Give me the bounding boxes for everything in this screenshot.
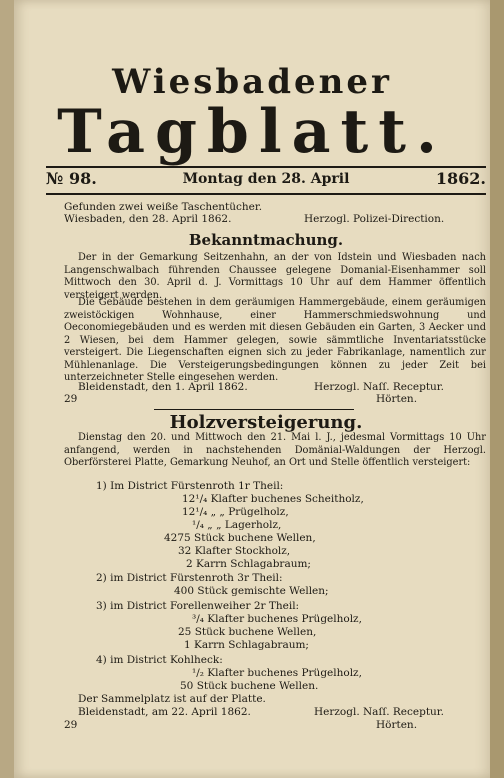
d3-item: 25 Stück buchene Wellen,: [178, 626, 317, 638]
d3-item: ³/₄ Klafter buchenes Prügelholz,: [192, 613, 362, 625]
district-1: 1) Im District Fürstenroth 1r Theil:: [96, 480, 284, 492]
section-divider: [154, 409, 354, 410]
d2-item: 400 Stück gemischte Wellen;: [174, 585, 329, 597]
d4-item: ¹/₂ Klafter buchenes Prügelholz,: [192, 667, 362, 679]
newspaper-page: [14, 0, 490, 778]
holz-place-date: Bleidenstadt, am 22. April 1862.: [78, 706, 251, 718]
d3-item: 1 Karrn Schlagabraum;: [184, 639, 309, 651]
d1-item: 12¹/₄ „ „ Prügelholz,: [182, 506, 289, 518]
issue-year: 1862.: [435, 169, 486, 188]
page-gutter-left: [0, 0, 14, 778]
holz-authority: Herzogl. Naſſ. Receptur.: [314, 706, 445, 718]
d1-item: 4275 Stück buchene Wellen,: [164, 532, 316, 544]
holz-signer: Hörten.: [376, 719, 418, 731]
holz-meeting: Der Sammelplatz ist auf der Platte.: [78, 693, 266, 705]
page-edge-right: [490, 0, 504, 778]
holz-intro: Dienstag den 20. und Mittwoch den 21. Mai l. J., jedesmal Vormittags 10 Uhr anfangend, werden in nachstehenden Domänial-Waldungen der Herzogl. Oberförsterei Platte, Gemarkung Neuhof, an Ort und Stelle öffentlich versteigert:: [64, 432, 486, 468]
d1-item: 2 Karrn Schlagabraum;: [186, 558, 311, 570]
found-place-date: Wiesbaden, den 28. April 1862.: [64, 213, 232, 225]
bekanntmachung-heading: Bekanntmachung.: [188, 231, 344, 249]
rule-bottom: [46, 193, 486, 195]
found-authority: Herzogl. Polizei-Direction.: [304, 213, 445, 225]
dateline: [46, 169, 486, 191]
district-2: 2) im District Fürstenroth 3r Theil:: [96, 572, 283, 584]
d4-item: 50 Stück buchene Wellen.: [180, 680, 319, 692]
district-4: 4) im District Kohlheck:: [96, 654, 223, 666]
bekanntmachung-authority: Herzogl. Naſſ. Receptur.: [314, 381, 445, 393]
d1-item: ¹/₄ „ „ Lagerholz,: [192, 519, 282, 531]
bekanntmachung-place-date: Bleidenstadt, den 1. April 1862.: [78, 381, 248, 393]
holz-heading: Holzversteigerung.: [169, 412, 363, 433]
bekanntmachung-signer: Hörten.: [376, 393, 418, 405]
bekanntmachung-body-2: Die Gebäude bestehen in dem geräumigen Hammergebäude, einem geräumigen zweistöckigen Wohnhause, einer Hammerschmiedswohnung und Oeconomiegebäuden und es werden mit diesen Gebäuden ein Garten, 3 Aecker und 2 Wiesen, bei dem Hammer gelegen, sowie sämmtliche Inventariatsstücke versteigert. Die Liegenschaften eignen sich zu jeder Fabrikanlage, namentlich zur Mühlenanlage. Die Versteigerungsbedingungen können zu jeder Zeit bei unterzeichneter Stelle eingesehen werden.: [64, 297, 486, 383]
found-notice: Gefunden zwei weiße Taschentücher.: [64, 201, 263, 213]
rule-top: [46, 166, 486, 168]
issue-number: № 98.: [46, 169, 97, 188]
masthead-title: Tagblatt.: [57, 97, 447, 167]
d1-item: 12¹/₄ Klafter buchenes Scheitholz,: [182, 493, 364, 505]
d1-item: 32 Klafter Stockholz,: [178, 545, 291, 557]
issue-date: Montag den 28. April: [182, 171, 350, 187]
district-3: 3) im District Forellenweiher 2r Theil:: [96, 600, 300, 612]
masthead-city: Wiesbadener: [112, 62, 392, 102]
holz-ref: 29: [64, 719, 78, 731]
bekanntmachung-body: Der in der Gemarkung Seitzenhahn, an der von Idstein und Wiesbaden nach Langenschwalbach führenden Chaussee gelegene Domanial-Eisenhammer soll Mittwoch den 30. April d. J. Vormittags 10 Uhr auf dem Hammer öffentlich versteigert werden.: [64, 252, 486, 301]
bekanntmachung-ref: 29: [64, 393, 78, 405]
